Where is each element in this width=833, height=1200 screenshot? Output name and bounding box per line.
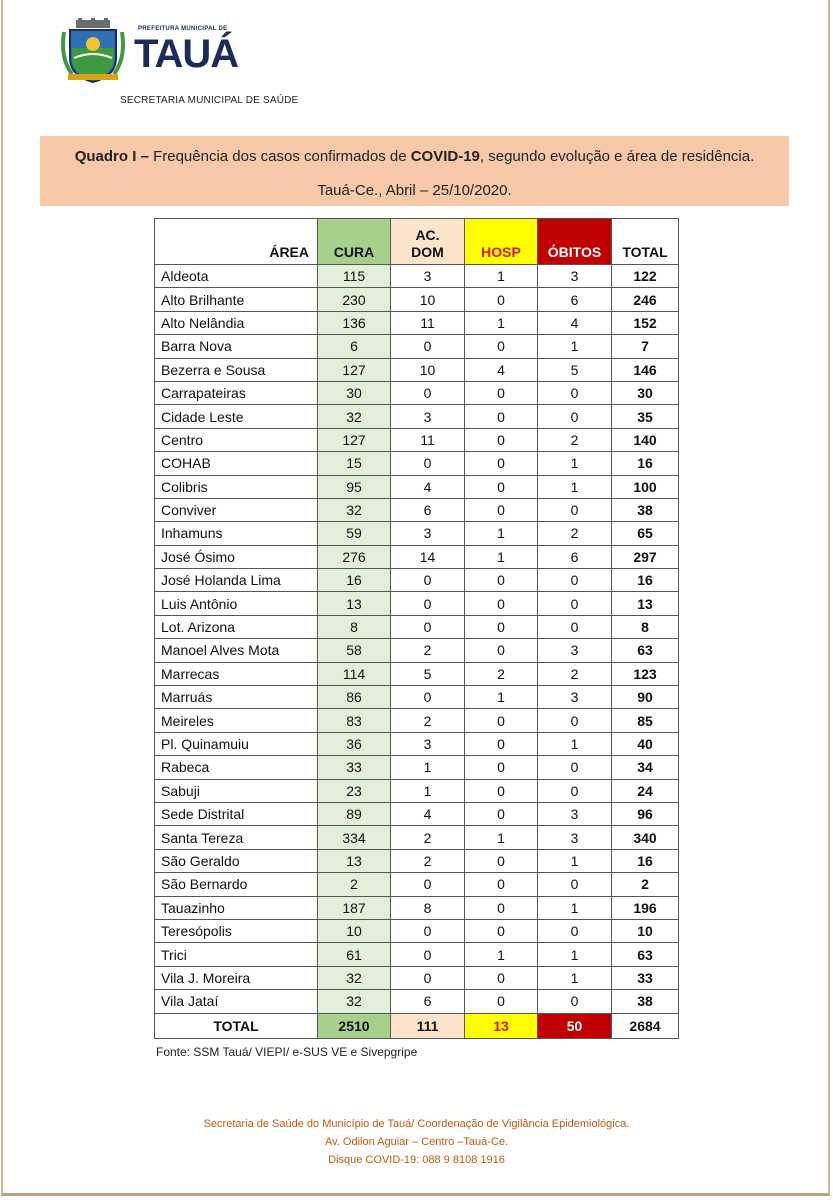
cell-obitos: 2 (538, 428, 612, 451)
header-obitos: ÓBITOS (538, 219, 612, 265)
table-row (155, 756, 679, 779)
table-header-row (155, 219, 679, 265)
cell-ac-dom: 10 (391, 288, 465, 311)
header-ac-dom-line2: DOM (411, 244, 444, 260)
table-row (155, 779, 679, 802)
cell-cura: 23 (318, 779, 391, 802)
cell-ac-dom: 4 (391, 475, 465, 498)
cell-ac-dom: 2 (391, 709, 465, 732)
footer-line2: Av. Odilon Aguiar – Centro –Tauá-Ce. (324, 1136, 509, 1148)
cell-ac-dom: 0 (391, 381, 465, 404)
cell-obitos: 0 (538, 756, 612, 779)
cell-ac-dom: 2 (391, 639, 465, 662)
cell-obitos: 2 (538, 522, 612, 545)
cell-cura: 83 (318, 709, 391, 732)
table-row (155, 990, 679, 1013)
header-total: TOTAL (612, 219, 679, 265)
cell-obitos: 3 (538, 802, 612, 825)
cell-area: Sabuji (155, 779, 318, 802)
cell-obitos: 3 (538, 686, 612, 709)
cell-area: Vila J. Moreira (155, 966, 318, 989)
cell-ac-dom: 3 (391, 265, 465, 288)
cell-obitos: 0 (538, 592, 612, 615)
total-ac-dom: 111 (391, 1013, 465, 1038)
cell-cura: 2 (318, 873, 391, 896)
cell-ac-dom: 0 (391, 943, 465, 966)
cell-area: José Ósimo (155, 545, 318, 568)
cell-ac-dom: 2 (391, 849, 465, 872)
cell-cura: 230 (318, 288, 391, 311)
cell-hosp: 1 (465, 943, 538, 966)
header-ac-dom (391, 219, 465, 265)
cases-table (154, 218, 679, 1039)
cell-cura: 15 (318, 452, 391, 475)
cell-area: Trici (155, 943, 318, 966)
banner-subtitle: Tauá-Ce., Abril – 25/10/2020. (317, 182, 512, 199)
cell-total: 10 (612, 919, 679, 942)
table-row (155, 686, 679, 709)
cell-total: 297 (612, 545, 679, 568)
cell-total: 246 (612, 288, 679, 311)
cell-area: Barra Nova (155, 335, 318, 358)
cell-obitos: 0 (538, 498, 612, 521)
table-row (155, 943, 679, 966)
cell-obitos: 3 (538, 826, 612, 849)
cell-obitos: 2 (538, 662, 612, 685)
cell-obitos: 1 (538, 732, 612, 755)
cell-area: Lot. Arizona (155, 615, 318, 638)
cell-hosp: 0 (465, 615, 538, 638)
cell-total: 30 (612, 381, 679, 404)
cell-cura: 32 (318, 990, 391, 1013)
cell-total: 13 (612, 592, 679, 615)
header-cura: CURA (318, 219, 391, 265)
cell-hosp: 0 (465, 288, 538, 311)
cell-cura: 33 (318, 756, 391, 779)
table-row (155, 639, 679, 662)
cell-obitos: 1 (538, 896, 612, 919)
secretaria-label: SECRETARIA MUNICIPAL DE SAÚDE (120, 95, 299, 106)
cell-hosp: 0 (465, 498, 538, 521)
table-row (155, 802, 679, 825)
cell-hosp: 1 (465, 522, 538, 545)
table-row (155, 358, 679, 381)
cell-obitos: 0 (538, 709, 612, 732)
table-row (155, 709, 679, 732)
table-row (155, 732, 679, 755)
title-banner (40, 136, 789, 206)
cell-area: Bezerra e Sousa (155, 358, 318, 381)
cell-total: 34 (612, 756, 679, 779)
cell-hosp: 0 (465, 732, 538, 755)
cell-area: Alto Brilhante (155, 288, 318, 311)
cell-area: São Bernardo (155, 873, 318, 896)
cell-hosp: 0 (465, 639, 538, 662)
footer (0, 1115, 833, 1169)
cell-obitos: 4 (538, 311, 612, 334)
cell-obitos: 1 (538, 849, 612, 872)
cell-cura: 127 (318, 358, 391, 381)
cell-hosp: 1 (465, 545, 538, 568)
cell-area: Carrapateiras (155, 381, 318, 404)
cell-hosp: 1 (465, 311, 538, 334)
header-area: ÁREA (155, 219, 318, 265)
cell-ac-dom: 1 (391, 756, 465, 779)
cell-total: 340 (612, 826, 679, 849)
cell-area: Sede Distrital (155, 802, 318, 825)
cell-cura: 32 (318, 498, 391, 521)
cell-ac-dom: 11 (391, 428, 465, 451)
cell-obitos: 0 (538, 990, 612, 1013)
cell-total: 100 (612, 475, 679, 498)
cell-obitos: 1 (538, 452, 612, 475)
cell-obitos: 1 (538, 335, 612, 358)
total-obitos: 50 (538, 1013, 612, 1038)
table-row (155, 452, 679, 475)
cell-ac-dom: 3 (391, 522, 465, 545)
table-row (155, 662, 679, 685)
cell-total: 140 (612, 428, 679, 451)
banner-highlight: COVID-19 (410, 148, 480, 165)
table-row (155, 288, 679, 311)
cell-obitos: 0 (538, 569, 612, 592)
cell-ac-dom: 0 (391, 873, 465, 896)
cell-cura: 95 (318, 475, 391, 498)
cell-total: 33 (612, 966, 679, 989)
cell-cura: 115 (318, 265, 391, 288)
cell-hosp: 0 (465, 919, 538, 942)
cell-hosp: 0 (465, 428, 538, 451)
cell-total: 152 (612, 311, 679, 334)
cell-total: 40 (612, 732, 679, 755)
cell-cura: 13 (318, 849, 391, 872)
cell-total: 196 (612, 896, 679, 919)
cell-area: Inhamuns (155, 522, 318, 545)
cell-ac-dom: 0 (391, 335, 465, 358)
cell-cura: 16 (318, 569, 391, 592)
cell-total: 63 (612, 639, 679, 662)
cell-obitos: 6 (538, 545, 612, 568)
table-row (155, 405, 679, 428)
footer-line3: Disque COVID-19: 088 9 8108 1916 (328, 1154, 505, 1166)
cell-area: Rabeca (155, 756, 318, 779)
cell-area: São Geraldo (155, 849, 318, 872)
cell-total: 16 (612, 849, 679, 872)
cell-obitos: 0 (538, 615, 612, 638)
cell-area: Santa Tereza (155, 826, 318, 849)
cell-obitos: 6 (538, 288, 612, 311)
table-row (155, 919, 679, 942)
cell-hosp: 1 (465, 686, 538, 709)
cell-hosp: 0 (465, 779, 538, 802)
cell-obitos: 0 (538, 381, 612, 404)
cell-ac-dom: 11 (391, 311, 465, 334)
cell-ac-dom: 5 (391, 662, 465, 685)
cell-total: 35 (612, 405, 679, 428)
cell-area: José Holanda Lima (155, 569, 318, 592)
cell-cura: 334 (318, 826, 391, 849)
cell-cura: 136 (318, 311, 391, 334)
cell-ac-dom: 0 (391, 919, 465, 942)
cell-area: Manoel Alves Mota (155, 639, 318, 662)
cell-total: 146 (612, 358, 679, 381)
cell-cura: 10 (318, 919, 391, 942)
cell-obitos: 3 (538, 265, 612, 288)
cell-obitos: 1 (538, 943, 612, 966)
cell-cura: 58 (318, 639, 391, 662)
cell-hosp: 0 (465, 873, 538, 896)
cell-hosp: 0 (465, 592, 538, 615)
table-row (155, 545, 679, 568)
cell-cura: 187 (318, 896, 391, 919)
cell-hosp: 0 (465, 335, 538, 358)
cell-total: 38 (612, 498, 679, 521)
cell-area: Meireles (155, 709, 318, 732)
cell-ac-dom: 0 (391, 966, 465, 989)
table-row (155, 592, 679, 615)
cell-total: 2 (612, 873, 679, 896)
table-body (155, 265, 679, 1014)
cell-hosp: 0 (465, 569, 538, 592)
cell-obitos: 0 (538, 779, 612, 802)
cell-hosp: 0 (465, 709, 538, 732)
municipal-crest-icon (60, 18, 126, 84)
cell-ac-dom: 14 (391, 545, 465, 568)
cell-total: 16 (612, 452, 679, 475)
cell-ac-dom: 2 (391, 826, 465, 849)
cell-area: Colibris (155, 475, 318, 498)
cell-ac-dom: 10 (391, 358, 465, 381)
cell-hosp: 0 (465, 381, 538, 404)
cell-obitos: 0 (538, 405, 612, 428)
cell-total: 63 (612, 943, 679, 966)
total-total: 2684 (612, 1013, 679, 1038)
cell-obitos: 5 (538, 358, 612, 381)
cell-cura: 59 (318, 522, 391, 545)
cell-ac-dom: 0 (391, 592, 465, 615)
cell-area: Vila Jataí (155, 990, 318, 1013)
cell-obitos: 1 (538, 475, 612, 498)
table-row (155, 569, 679, 592)
total-hosp: 13 (465, 1013, 538, 1038)
cell-obitos: 1 (538, 966, 612, 989)
cell-cura: 32 (318, 966, 391, 989)
cell-total: 123 (612, 662, 679, 685)
cell-area: Tauazinho (155, 896, 318, 919)
table-row (155, 475, 679, 498)
banner-text-a: Frequência dos casos confirmados de (148, 148, 411, 165)
cell-hosp: 0 (465, 405, 538, 428)
cell-ac-dom: 0 (391, 569, 465, 592)
table-row (155, 335, 679, 358)
table-row (155, 615, 679, 638)
cell-total: 7 (612, 335, 679, 358)
banner-text-b: , segundo evolução e área de residência. (479, 148, 755, 165)
source-note: Fonte: SSM Tauá/ VIEPI/ e-SUS VE e Sivepgripe (156, 1045, 418, 1059)
cell-obitos: 0 (538, 919, 612, 942)
cell-obitos: 3 (538, 639, 612, 662)
table-total-row (155, 1013, 679, 1038)
cell-area: Teresópolis (155, 919, 318, 942)
cell-cura: 32 (318, 405, 391, 428)
cell-total: 65 (612, 522, 679, 545)
cell-cura: 61 (318, 943, 391, 966)
total-cura: 2510 (318, 1013, 391, 1038)
cell-total: 38 (612, 990, 679, 1013)
table-row (155, 522, 679, 545)
cell-hosp: 2 (465, 662, 538, 685)
cell-area: Marrecas (155, 662, 318, 685)
cell-ac-dom: 6 (391, 498, 465, 521)
cell-cura: 30 (318, 381, 391, 404)
cell-total: 85 (612, 709, 679, 732)
cell-cura: 127 (318, 428, 391, 451)
cell-cura: 6 (318, 335, 391, 358)
cell-area: Aldeota (155, 265, 318, 288)
table-row (155, 311, 679, 334)
cell-area: Pl. Quinamuiu (155, 732, 318, 755)
cell-ac-dom: 1 (391, 779, 465, 802)
cell-cura: 36 (318, 732, 391, 755)
cell-hosp: 0 (465, 802, 538, 825)
banner-prefix: Quadro I – (74, 148, 149, 165)
banner-title (40, 148, 789, 165)
cell-total: 16 (612, 569, 679, 592)
table-row (155, 849, 679, 872)
cell-total: 90 (612, 686, 679, 709)
cell-hosp: 4 (465, 358, 538, 381)
table-row (155, 826, 679, 849)
cell-cura: 114 (318, 662, 391, 685)
table-row (155, 896, 679, 919)
cell-area: Conviver (155, 498, 318, 521)
cell-obitos: 0 (538, 873, 612, 896)
brand-small: PREFEITURA MUNICIPAL DE (138, 26, 228, 32)
cell-area: Marruás (155, 686, 318, 709)
table-row (155, 428, 679, 451)
table-row (155, 498, 679, 521)
cell-cura: 13 (318, 592, 391, 615)
table-row (155, 966, 679, 989)
cell-area: Centro (155, 428, 318, 451)
cell-area: Alto Nelândia (155, 311, 318, 334)
cell-area: COHAB (155, 452, 318, 475)
cell-hosp: 0 (465, 990, 538, 1013)
cell-ac-dom: 6 (391, 990, 465, 1013)
header-hosp: HOSP (465, 219, 538, 265)
cell-cura: 8 (318, 615, 391, 638)
cell-ac-dom: 8 (391, 896, 465, 919)
table-row (155, 873, 679, 896)
cell-area: Luis Antônio (155, 592, 318, 615)
header-logo (60, 18, 300, 88)
total-label: TOTAL (155, 1013, 318, 1038)
cell-cura: 86 (318, 686, 391, 709)
cell-hosp: 0 (465, 452, 538, 475)
cell-hosp: 0 (465, 896, 538, 919)
footer-line1: Secretaria de Saúde do Município de Tauá/ Coordenação de Vigilância Epidemiológica. (203, 1118, 630, 1130)
cell-total: 8 (612, 615, 679, 638)
cell-total: 96 (612, 802, 679, 825)
cell-ac-dom: 4 (391, 802, 465, 825)
cell-ac-dom: 0 (391, 686, 465, 709)
cell-ac-dom: 3 (391, 732, 465, 755)
cell-area: Cidade Leste (155, 405, 318, 428)
cell-hosp: 1 (465, 265, 538, 288)
header-ac-dom-line1: AC. (415, 227, 440, 243)
cell-hosp: 0 (465, 849, 538, 872)
cell-ac-dom: 3 (391, 405, 465, 428)
cell-hosp: 1 (465, 826, 538, 849)
table-row (155, 381, 679, 404)
cell-cura: 276 (318, 545, 391, 568)
cell-ac-dom: 0 (391, 452, 465, 475)
cell-total: 122 (612, 265, 679, 288)
cell-hosp: 0 (465, 966, 538, 989)
cell-hosp: 0 (465, 475, 538, 498)
cell-total: 24 (612, 779, 679, 802)
cell-ac-dom: 0 (391, 615, 465, 638)
cell-hosp: 0 (465, 756, 538, 779)
table-row (155, 265, 679, 288)
cell-cura: 89 (318, 802, 391, 825)
brand-big: TAUÁ (134, 32, 239, 76)
